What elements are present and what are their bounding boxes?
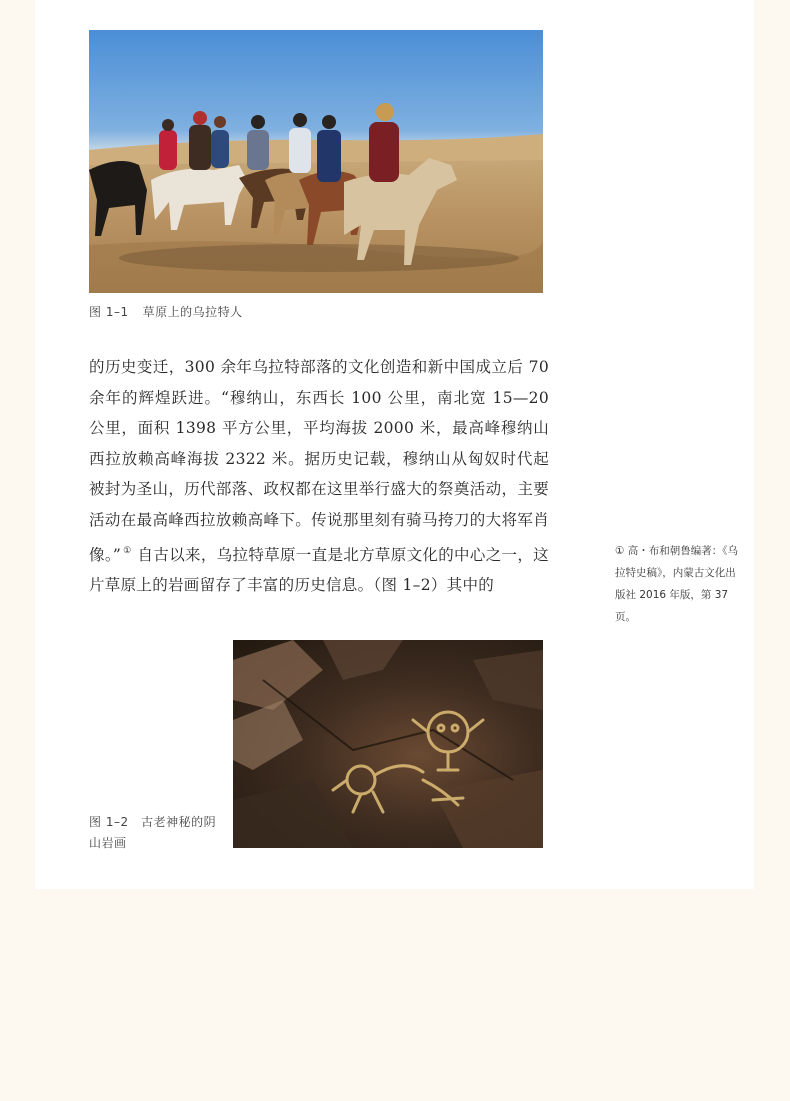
figure-1-number: 图 1–1 [89, 305, 129, 319]
rock-art-photo [233, 640, 543, 848]
riders-illustration [89, 30, 543, 293]
figure-1-title: 草原上的乌拉特人 [142, 305, 243, 319]
figure-2-caption: 图 1–2 古老神秘的阴山岩画 [89, 815, 217, 850]
grassland-riders-photo [89, 30, 543, 293]
footnote-marker[interactable]: ① [123, 545, 132, 556]
petroglyph-illustration [233, 640, 543, 848]
body-text-before-note: 的历史变迁，300 余年乌拉特部落的文化创造和新中国成立后 70 余年的辉煌跃进。“穆纳山，东西长 100 公里，南北宽 15—20 公里，面积 1398 平方公里，平均海拔 2000 米，最高峰穆纳山西拉放赖高峰海拔 2322 米。据历史记载，穆纳山从匈奴时代起被封为圣山，历代部落、政权都在这里举行盛大的祭奠活动，主要活动在最高峰西拉放赖高峰下。传说那里刻有骑马挎刀的大将军肖像。” [89, 358, 549, 564]
body-paragraph [89, 352, 549, 601]
footnote: ① 高・布和朝鲁编著：《乌拉特史稿》，内蒙古文化出版社 2016 年版，第 37 页。 [615, 545, 739, 623]
body-text-after-note: 自古以来，乌拉特草原一直是北方草原文化的中心之一，这片草原上的岩画留存了丰富的历史信息。（图 1–2）其中的 [89, 545, 549, 595]
book-page [35, 0, 754, 889]
figure-1-caption [89, 303, 243, 320]
